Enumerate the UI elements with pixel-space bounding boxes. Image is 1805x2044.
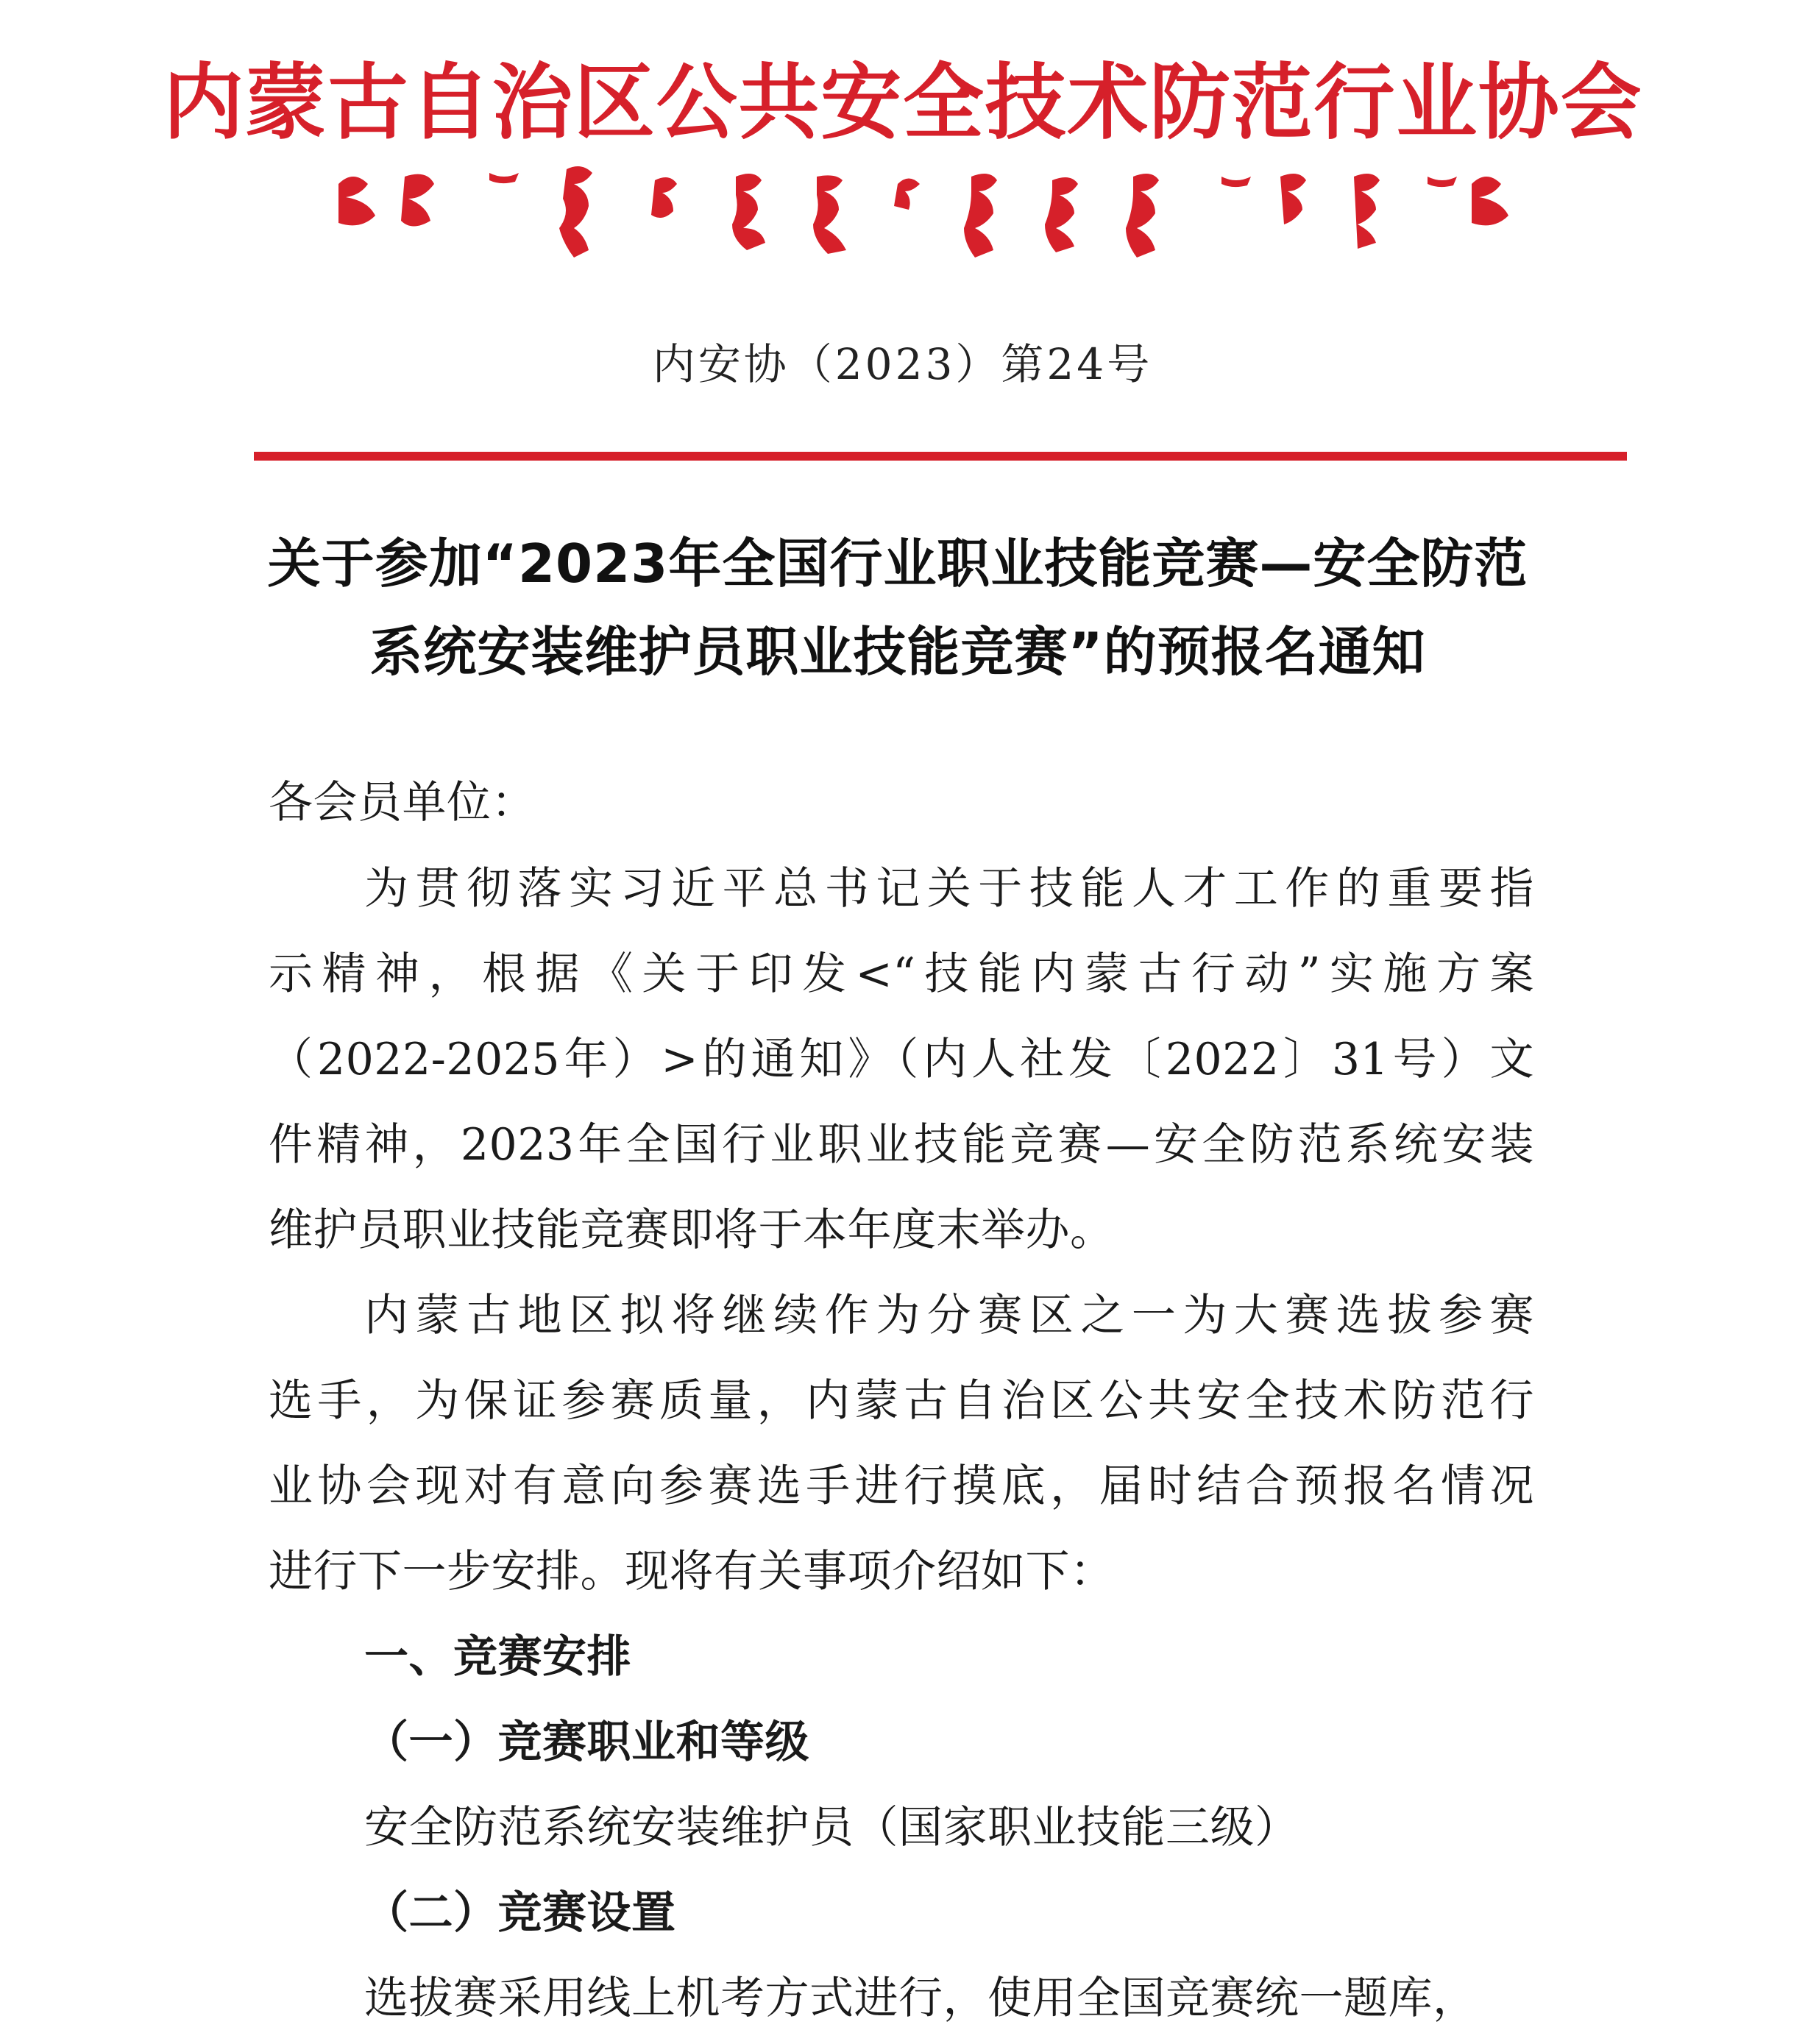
salutation: 各会员单位： bbox=[269, 777, 536, 828]
mongolian-script-org-name bbox=[324, 155, 1531, 265]
subsection-heading-2: （二）竞赛设置 bbox=[364, 1887, 676, 1939]
notice-title-line-2: 系统安装维护员职业技能竞赛”的预报名通知 bbox=[369, 621, 1426, 683]
paragraph-1-line: 维护员职业技能竞赛即将于本年度末举办。 bbox=[269, 1204, 1115, 1256]
subsection-heading-1: （一）竞赛职业和等级 bbox=[364, 1717, 809, 1768]
paragraph-1-line: （2022-2025年）>的通知》（内人社发〔2022〕31号）文 bbox=[269, 1034, 1534, 1085]
paragraph-2-line: 选手，为保证参赛质量，内蒙古自治区公共安全技术防范行 bbox=[269, 1375, 1534, 1427]
notice-title-line-1: 关于参加“2023年全国行业职业技能竞赛—安全防范 bbox=[267, 533, 1528, 595]
paragraph-2-line: 进行下一步安排。现将有关事项介绍如下： bbox=[269, 1546, 1115, 1597]
paragraph-2-line: 内蒙古地区拟将继续作为分赛区之一为大赛选拔参赛 bbox=[364, 1290, 1534, 1341]
paragraph-1-line: 示精神，根据《关于印发<“技能内蒙古行动”实施方案 bbox=[269, 948, 1534, 1000]
organization-name bbox=[0, 29, 1805, 162]
paragraph-1-line: 为贯彻落实习近平总书记关于技能人才工作的重要指 bbox=[364, 863, 1534, 915]
paragraph-2-line: 业协会现对有意向参赛选手进行摸底，届时结合预报名情况 bbox=[269, 1461, 1534, 1512]
section-heading-1: 一、竞赛安排 bbox=[364, 1631, 631, 1683]
organization-name-text: 内蒙古自治区公共安全技术防范行业协会 bbox=[163, 54, 1642, 151]
paragraph-1-line: 件精神，2023年全国行业职业技能竞赛—安全防范系统安装 bbox=[269, 1119, 1534, 1171]
document-number: 内安协（2023）第24号 bbox=[652, 339, 1153, 389]
subsection-1-text: 安全防范系统安装维护员（国家职业技能三级） bbox=[364, 1802, 1299, 1853]
red-divider-line bbox=[254, 452, 1627, 461]
subsection-2-text: 选拔赛采用线上机考方式进行，使用全国竞赛统一题库， bbox=[364, 1973, 1478, 2024]
